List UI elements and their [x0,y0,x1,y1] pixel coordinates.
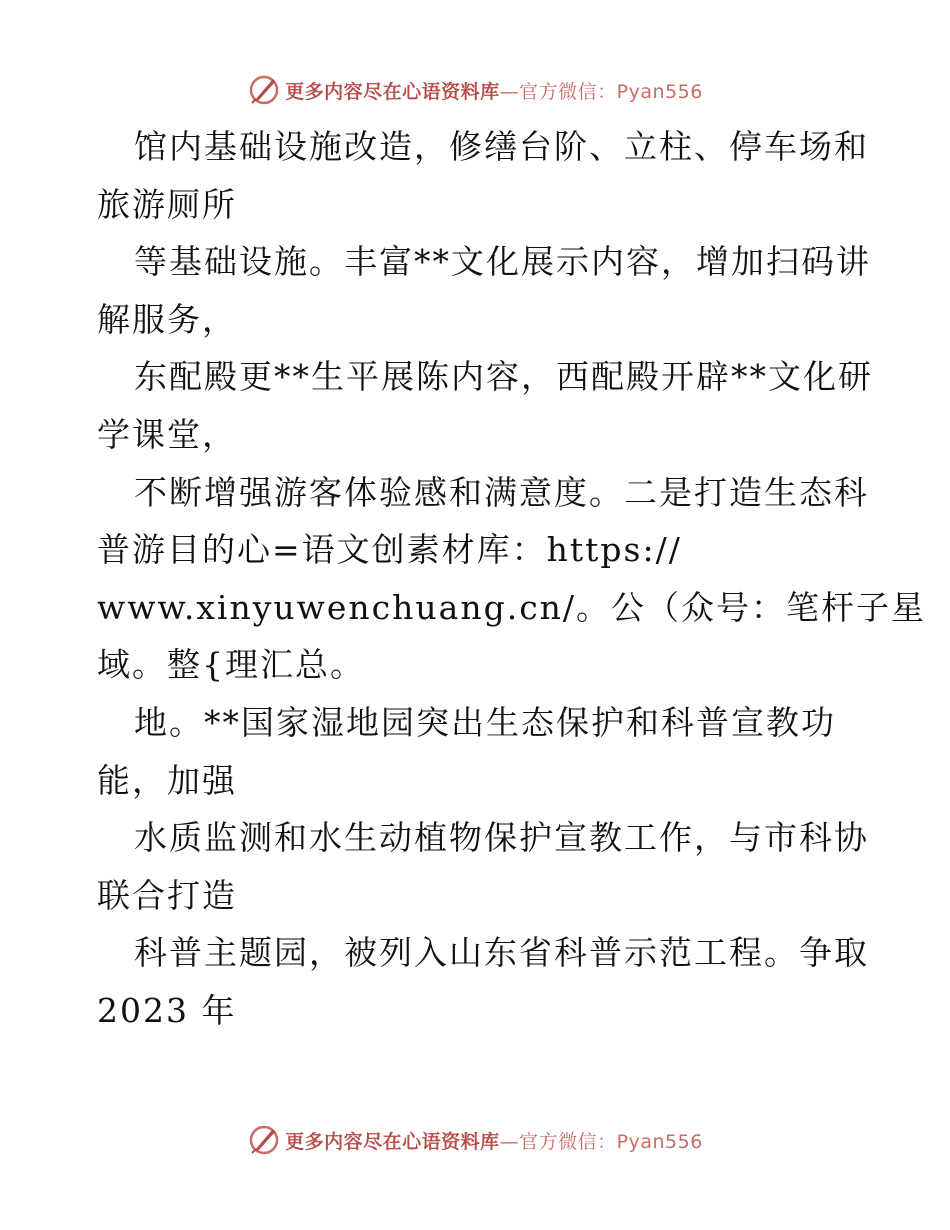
document-body [97,118,927,1040]
paragraph-line: 普游目的心=语文创素材库：https:// [97,530,682,570]
paragraph-line: 解服务， [97,299,237,339]
watermark-brand: 更多内容尽在心语资料库 [285,1130,500,1153]
paragraph-line: 2023 年 [97,990,237,1030]
footer-watermark [0,1120,950,1160]
paragraph-line: 等基础设施。丰富**文化展示内容，增加扫码讲 [134,242,871,282]
watermark-brand: 更多内容尽在心语资料库 [285,80,500,103]
paragraph-line: 东配殿更**生平展陈内容，西配殿开辟**文化研 [134,357,873,397]
watermark-contact: —官方微信：Pyan556 [499,80,703,103]
paragraph-line: www.xinyuwenchuang.cn/。公（众号：笔杆子星 [97,587,927,627]
watermark-contact: —官方微信：Pyan556 [499,1130,703,1153]
feather-pen-logo-icon [247,73,281,107]
paragraph-line: 不断增强游客体验感和满意度。二是打造生态科 [134,472,869,512]
watermark-text [285,1127,703,1154]
paragraph-line: 科普主题园，被列入山东省科普示范工程。争取 [134,933,869,973]
header-watermark [0,70,950,110]
paragraph-line: 能，加强 [97,760,237,800]
paragraph-line: 馆内基础设施改造，修缮台阶、立柱、停车场和 [134,127,869,166]
paragraph-line: 域。整{理汇总。 [97,645,365,685]
paragraph-line: 学课堂， [97,414,237,454]
paragraph-line: 联合打造 [97,875,237,915]
watermark-text [285,77,703,104]
paragraph-line: 水质监测和水生动植物保护宣教工作，与市科协 [134,818,869,858]
feather-pen-logo-icon [247,1123,281,1157]
paragraph-line: 地。**国家湿地园突出生态保护和科普宣教功 [134,702,836,742]
paragraph-line: 旅游厕所 [97,184,237,224]
